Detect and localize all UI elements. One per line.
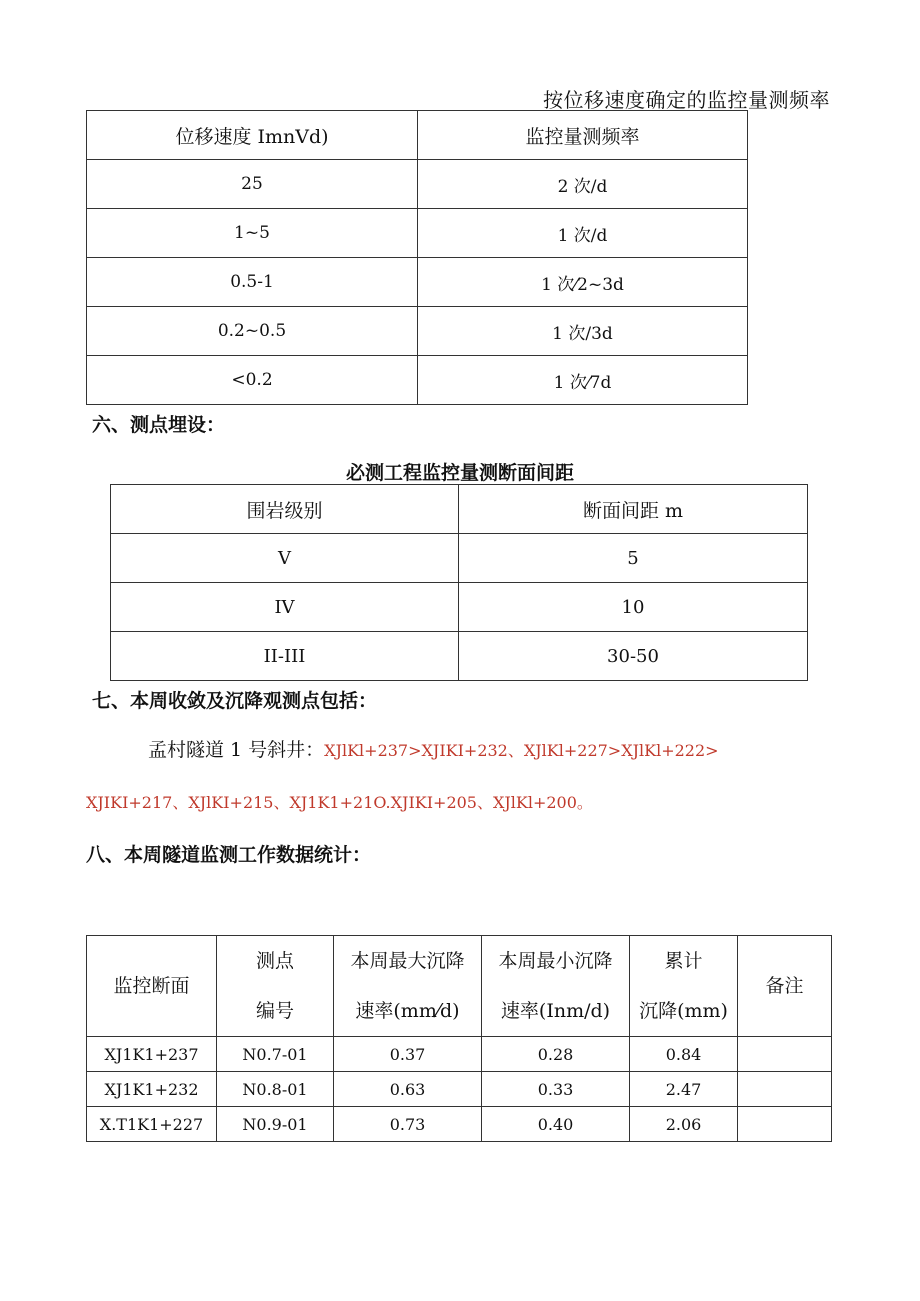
table-cell: 0.73 [334, 1107, 482, 1142]
table-cell: XJ1K1+232 [87, 1072, 217, 1107]
table-cell: 2.06 [630, 1107, 738, 1142]
frequency-table-caption: 按位移速度确定的监控量测频率 [543, 88, 830, 112]
table-cell: 1 次⁄7d [418, 356, 748, 405]
table-cell [738, 1037, 832, 1072]
table-cell: 0.33 [482, 1072, 630, 1107]
header-cell: 位移速度 ImnVd) [87, 111, 418, 160]
table-cell: N0.8-01 [217, 1072, 334, 1107]
header-cumulative-settlement: 累计 沉降(mm) [630, 936, 738, 1037]
table-row [87, 160, 748, 209]
table-cell: 0.37 [334, 1037, 482, 1072]
table-cell: 0.63 [334, 1072, 482, 1107]
observation-points-list: XJlKl+237>XJIKI+232、XJlKl+227>XJlKl+222> [324, 741, 719, 760]
table-cell: N0.7-01 [217, 1037, 334, 1072]
header-min-settlement-rate: 本周最小沉降 速率(Inm/d) [482, 936, 630, 1037]
table-cell: 2 次/d [418, 160, 748, 209]
section-6-heading: 六、测点埋设： [92, 414, 226, 436]
header-monitor-section: 监控断面 [87, 936, 217, 1037]
table-header-row [87, 111, 748, 160]
section-7-heading: 七、本周收敛及沉降观测点包括： [92, 690, 378, 712]
sentence-end-mark: 。 [576, 793, 593, 812]
table-row [87, 1072, 832, 1107]
table-cell: 1 次/d [418, 209, 748, 258]
section-8-heading: 八、本周隧道监测工作数据统计： [86, 844, 372, 866]
table-row [87, 356, 748, 405]
monitoring-data-table [86, 935, 832, 1142]
table-cell: <0.2 [87, 356, 418, 405]
table-row [87, 258, 748, 307]
table-cell [738, 1072, 832, 1107]
table-header-row [87, 936, 832, 1037]
table-cell: XJ1K1+237 [87, 1037, 217, 1072]
table-cell [738, 1107, 832, 1142]
header-cell: 围岩级别 [111, 485, 459, 534]
table-cell: 0.5-1 [87, 258, 418, 307]
table-row [111, 632, 808, 681]
table-row [111, 534, 808, 583]
table-cell: V [111, 534, 459, 583]
table-cell: 25 [87, 160, 418, 209]
frequency-table [86, 110, 748, 405]
table-cell: 1 次⁄2~3d [418, 258, 748, 307]
table-row [87, 1107, 832, 1142]
table-cell: 2.47 [630, 1072, 738, 1107]
header-cell: 断面间距 m [459, 485, 808, 534]
observation-points-line-1 [148, 735, 719, 762]
table-row [87, 1037, 832, 1072]
table-cell: 0.2~0.5 [87, 307, 418, 356]
table-cell: 30-50 [459, 632, 808, 681]
table-row [87, 209, 748, 258]
table-row [87, 307, 748, 356]
header-max-settlement-rate: 本周最大沉降 速率(mm⁄d) [334, 936, 482, 1037]
table-cell: N0.9-01 [217, 1107, 334, 1142]
table-cell: 1 次/3d [418, 307, 748, 356]
table-cell: 1~5 [87, 209, 418, 258]
table-row [111, 583, 808, 632]
table-cell: IV [111, 583, 459, 632]
table-header-row [111, 485, 808, 534]
header-remarks: 备注 [738, 936, 832, 1037]
spacing-table [110, 484, 808, 681]
table-cell: 10 [459, 583, 808, 632]
spacing-table-caption: 必测工程监控量测断面间距 [345, 462, 574, 484]
header-point-number: 测点 编号 [217, 936, 334, 1037]
tunnel-name-prefix: 孟村隧道 1 号斜井： [148, 739, 325, 761]
header-cell: 监控量测频率 [418, 111, 748, 160]
table-cell: 0.28 [482, 1037, 630, 1072]
table-cell: X.T1K1+227 [87, 1107, 217, 1142]
observation-points-line-2 [86, 790, 593, 813]
table-cell: II-III [111, 632, 459, 681]
table-cell: 0.84 [630, 1037, 738, 1072]
table-cell: 5 [459, 534, 808, 583]
observation-points-list: XJIKI+217、XJlKI+215、XJ1K1+21O.XJIKI+205、XJlKl+200 [86, 793, 577, 812]
table-cell: 0.40 [482, 1107, 630, 1142]
